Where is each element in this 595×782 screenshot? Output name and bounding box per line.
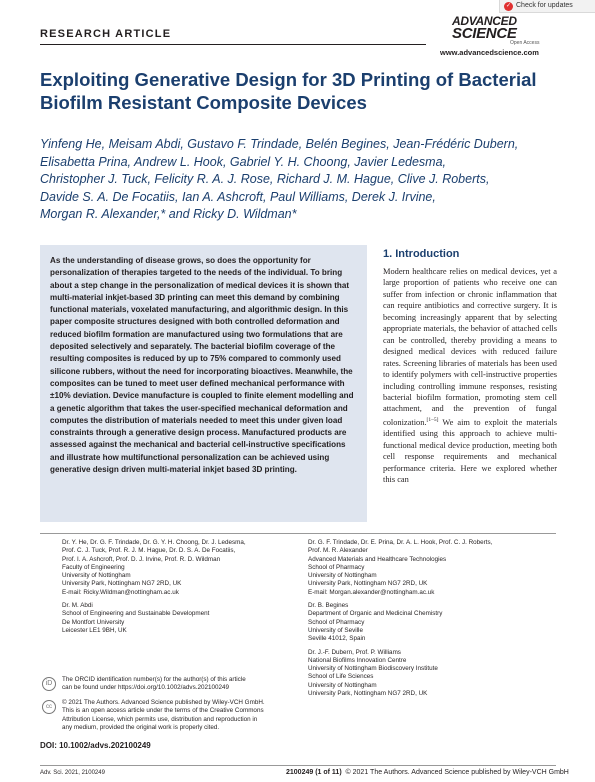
affiliations-rule [40, 533, 556, 534]
citation-ref[interactable]: [1–5] [426, 416, 439, 423]
affiliation-line: University Park, Nottingham NG7 2RD, UK [308, 580, 428, 588]
article-title: Exploiting Generative Design for 3D Printing of Bacterial Biofilm Resistant Composite Devices [40, 69, 537, 113]
affiliation-line: National Biofilms Innovation Centre [308, 656, 407, 664]
footer-citation: Adv. Sci. 2021, 2100249 [40, 770, 105, 776]
affiliation-line: Dr. M. Abdi [62, 602, 93, 610]
copyright-line: This is an open access article under the terms of the Creative Commons [62, 707, 264, 715]
affiliation-line: University Park, Nottingham NG7 2RD, UK [308, 690, 428, 698]
affiliation-line: School of Pharmacy [308, 563, 365, 571]
affiliation-line: Dr. Y. He, Dr. G. F. Trindade, Dr. G. Y. H. Choong, Dr. J. Ledesma, [62, 539, 246, 546]
affiliation-line: De Montfort University [62, 618, 125, 626]
affiliation-line: Dr. J.-F. Dubern, Prof. P. Williams [308, 648, 401, 656]
affiliation-block [62, 539, 294, 597]
affiliation-line: School of Life Sciences [308, 673, 374, 681]
doi-link[interactable]: DOI: 10.1002/advs.202100249 [40, 741, 151, 750]
affiliations-left [62, 539, 294, 640]
affiliation-line: School of Engineering and Sustainable Development [62, 610, 210, 618]
affiliation-block [308, 602, 556, 643]
author-line: Yinfeng He, Meisam Abdi, Gustavo F. Trindade, Belén Begines, Jean-Frédéric Dubern, [40, 137, 519, 151]
copyright-note [62, 699, 294, 732]
affiliation-line: School of Pharmacy [308, 618, 365, 626]
affiliation-line: Dr. G. F. Trindade, Dr. E. Prina, Dr. A. L. Hook, Prof. C. J. Roberts, [308, 539, 493, 546]
copyright-line: any medium, provided the original work is properly cited. [62, 723, 220, 731]
affiliation-block [308, 539, 556, 597]
introduction-heading: 1. Introduction [383, 248, 460, 260]
abstract-text: As the understanding of disease grows, so does the opportunity for personalization of therapies targeted to the needs of the individual. To bring about a step change in the personalization of medical devices it is shown that multi-material inkjet-based 3D printing can meet this demand by combining functional materials, voxelated manufacturing, and algorithmic design. In this paper composite structures designed with both controlled deformation and reduced biofilm formation are manufactured using two formulations that are deposited selectively and separately. The bacterial biofilm coverage of the resulting composites is reduced by up to 75% compared to commonly used silicone rubbers, without the need for incorporating bioactives. Meanwhile, the composites can be tuned to meet user defined mechanical performance with ±10% deviation. Device manufacture is coupled to finite element modelling and a genetic algorithm that takes the user-specified mechanical deformation and computes the distribution of materials needed to meet this under given load constraints through a generative design process. Manufactured products are assessed against the mechanical and bacterial cell-instructive specifications and illustrate how multifunctional personalization can be achieved using generative design driven multi-material inkjet based 3D printing. [50, 256, 354, 475]
introduction-text [383, 266, 557, 485]
orcid-icon: iD [42, 677, 56, 691]
affiliation-block [62, 602, 294, 635]
footer-copyright: © 2021 The Authors. Advanced Science published by Wiley-VCH GmbH [345, 769, 569, 776]
email-link[interactable]: E-mail: Morgan.alexander@nottingham.ac.uk [308, 588, 435, 596]
copyright-line: Attribution License, which permits use, distribution and reproduction in [62, 715, 258, 723]
creative-commons-icon: cc [42, 700, 56, 714]
affiliation-line: University of Nottingham [308, 681, 377, 689]
affiliation-line: Prof. I. A. Ashcroft, Prof. D. J. Irvine, Prof. R. D. Wildman [62, 555, 221, 563]
affiliation-line: Seville 41012, Spain [308, 635, 366, 643]
logo-line-2: SCIENCE [452, 25, 517, 42]
running-head: RESEARCH ARTICLE [40, 28, 172, 40]
logo-line-1: ADVANCED [452, 14, 517, 28]
affiliation-line: Prof. C. J. Tuck, Prof. R. J. M. Hague, Dr. D. S. A. De Focatiis, [62, 547, 236, 555]
author-list [40, 136, 560, 224]
check-updates-label: Check for updates [516, 2, 573, 9]
affiliation-line: University of Nottingham Biodiscovery Institute [308, 665, 438, 673]
orcid-link[interactable]: can be found under https://doi.org/10.1002/advs.202100249 [62, 684, 229, 692]
author-line: Morgan R. Alexander,* and Ricky D. Wildman* [40, 207, 297, 222]
affiliation-line: Leicester LE1 9BH, UK [62, 626, 127, 634]
intro-text-part-2: We aim to exploit the materials identified using this approach to achieve multi-functional medical device production, meeting both cell response requirements and mechanical performance criteria. Here we explored whether this can [383, 417, 557, 484]
affiliation-line: University of Nottingham [62, 572, 131, 580]
affiliation-line: Faculty of Engineering [62, 563, 125, 571]
abstract-box [40, 245, 367, 522]
orcid-note [62, 676, 294, 693]
author-line: Elisabetta Prina, Andrew L. Hook, Gabriel Y. H. Choong, Javier Ledesma, [40, 154, 447, 169]
affiliation-block [308, 649, 556, 699]
affiliation-line: Advanced Materials and Healthcare Technologies [308, 555, 447, 563]
affiliation-line: Dr. B. Begines [308, 602, 349, 610]
affiliation-line: University of Seville [308, 626, 363, 634]
footer-right [286, 769, 569, 776]
affiliation-line: University Park, Nottingham NG7 2RD, UK [62, 580, 182, 588]
author-line: Christopher J. Tuck, Felicity R. A. J. Rose, Richard J. M. Hague, Clive J. Roberts, [40, 172, 490, 187]
affiliation-line: Department of Organic and Medicinal Chemistry [308, 610, 443, 618]
footer-rule [40, 765, 556, 766]
affiliations-right [308, 539, 556, 703]
journal-url[interactable]: www.advancedscience.com [440, 48, 539, 57]
author-line: Davide S. A. De Focatiis, Ian A. Ashcroft, Paul Williams, Derek J. Irvine, [40, 189, 436, 204]
orcid-line: The ORCID identification number(s) for the author(s) of this article [62, 676, 246, 683]
affiliation-line: Prof. M. R. Alexander [308, 547, 368, 555]
intro-text-part-1: Modern healthcare relies on medical devices, yet a large proportion of patients who receive one can suffer from infection or chronic inflammation that can require antibiotics and corrective surgery. It is becoming increasingly apparent that by selecting appropriate materials, the behavior of attached cells can be controlled, thereby providing a means to designed medical devices with reduced failure rates. Screening libraries of materials has been used to identify polymers with cell-instructive properties including controlling immune responses, resisting bacterial biofilm formation, promoting stem cell attachment, and the prevention of fungal colonization. [383, 267, 557, 427]
email-link[interactable]: E-mail: Ricky.Wildman@nottingham.ac.uk [62, 588, 179, 596]
check-updates-icon: ✓ [505, 2, 512, 9]
affiliation-line: University of Nottingham [308, 572, 377, 580]
header-rule [40, 44, 426, 45]
page-number: 2100249 (1 of 11) [286, 769, 342, 776]
logo-line-3: Open Access [510, 40, 540, 46]
journal-logo [452, 16, 556, 46]
check-for-updates-badge[interactable] [499, 0, 595, 13]
copyright-line: © 2021 The Authors. Advanced Science published by Wiley-VCH GmbH. [62, 699, 265, 706]
